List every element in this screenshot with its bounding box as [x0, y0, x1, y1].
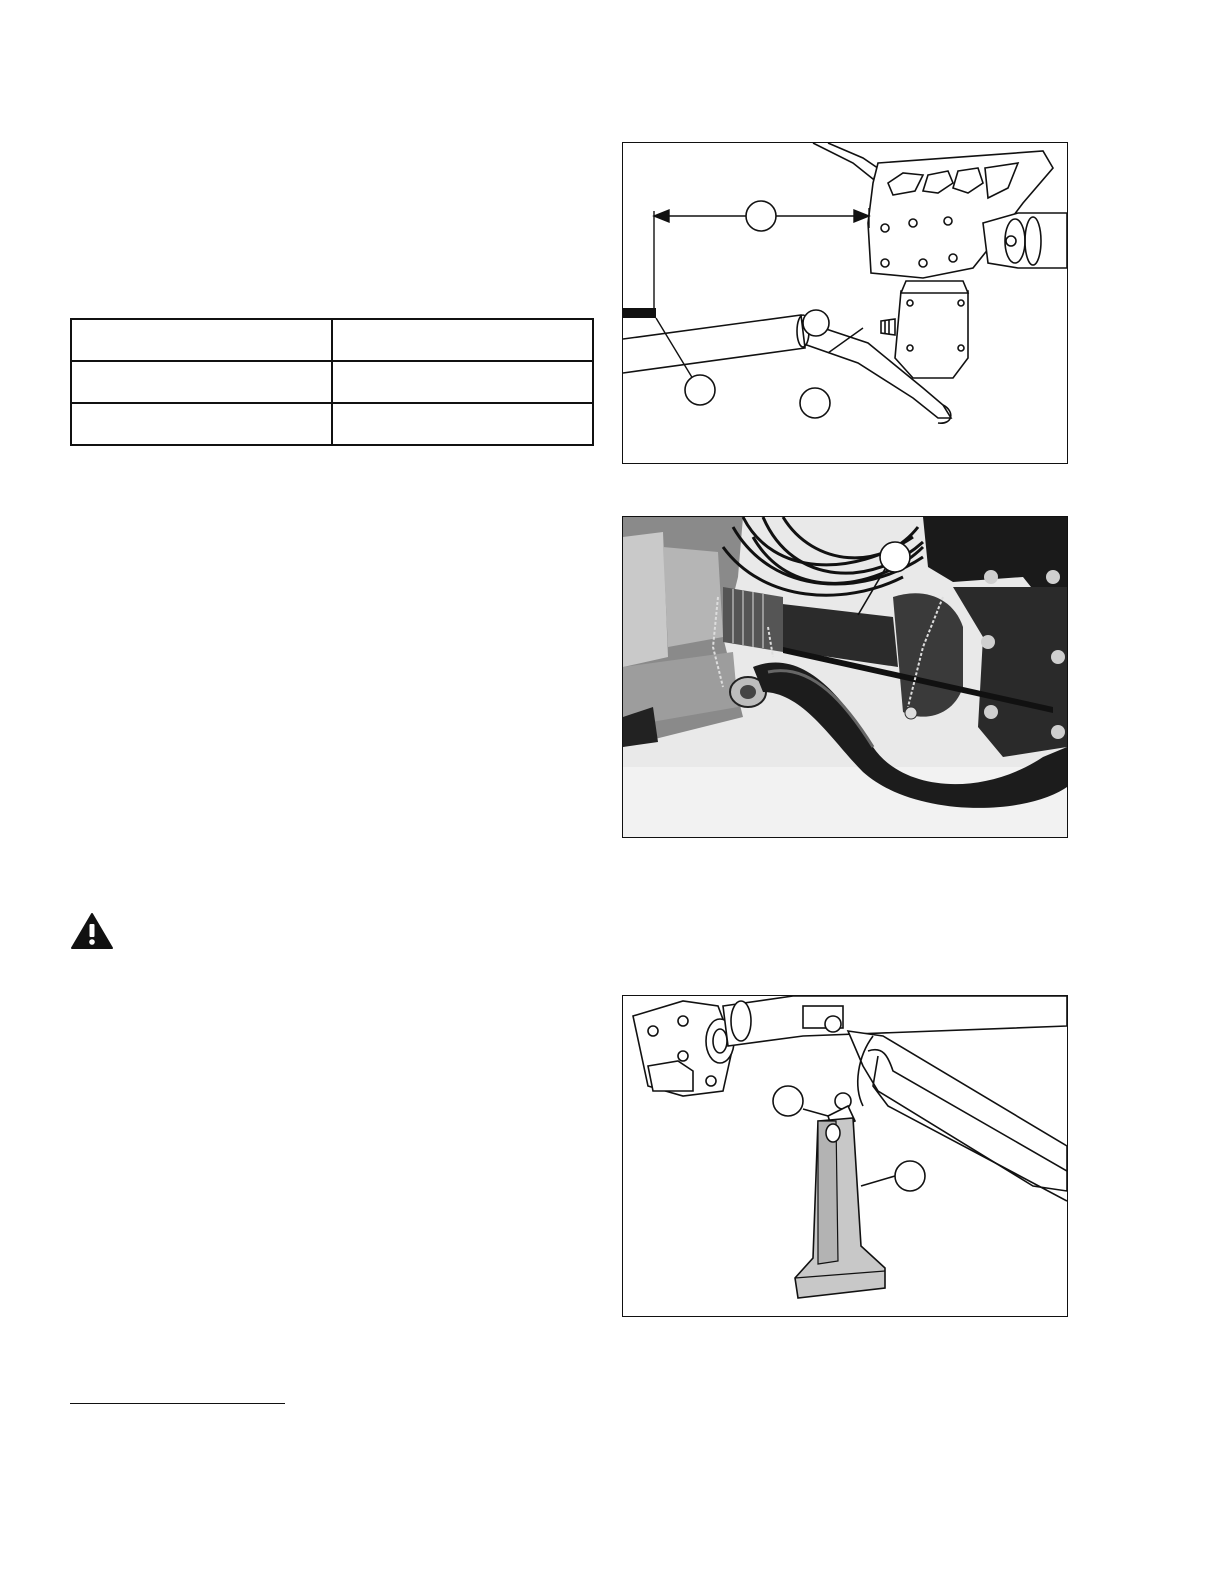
- table-row: [71, 361, 593, 403]
- figure-jack-stand: [622, 995, 1068, 1317]
- callout-circle: [800, 388, 830, 418]
- warning-triangle-icon: [70, 912, 114, 950]
- table-cell: [71, 319, 332, 361]
- table-row: [71, 403, 593, 445]
- figure-driveline-photo: [622, 516, 1068, 838]
- callout-circle: [803, 310, 829, 336]
- callout-circle: [685, 375, 715, 405]
- jack-stand-drawing: [623, 996, 1067, 1316]
- table-cell: [332, 361, 593, 403]
- table-cell: [71, 403, 332, 445]
- callout-circle: [895, 1161, 925, 1191]
- table-cell: [332, 319, 593, 361]
- callout-circle: [880, 542, 910, 572]
- figure-hitch-dimension: [622, 142, 1068, 464]
- warning-block: [70, 912, 114, 955]
- table-row: [71, 319, 593, 361]
- driveline-photo: [623, 517, 1067, 837]
- table-cell: [71, 361, 332, 403]
- hitch-drawing: [623, 143, 1067, 463]
- callout-circle: [746, 201, 776, 231]
- footnote-rule: [70, 1403, 285, 1404]
- spec-table: [70, 318, 594, 446]
- table-cell: [332, 403, 593, 445]
- callout-circle: [773, 1086, 803, 1116]
